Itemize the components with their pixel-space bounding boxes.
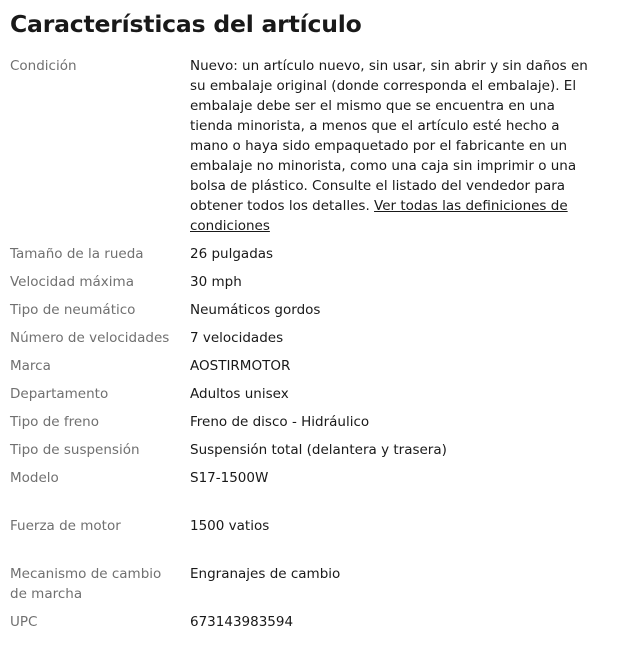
spec-value: AOSTIRMOTOR	[190, 358, 291, 374]
spec-value	[190, 56, 588, 236]
spec-value: 1500 vatios	[190, 518, 270, 534]
section-title: Características del artículo	[10, 10, 362, 38]
spec-value: Adultos unisex	[190, 386, 289, 402]
spec-label: Tamaño de la rueda	[10, 246, 144, 262]
spec-label: Departamento	[10, 386, 109, 402]
spec-value: 30 mph	[190, 274, 242, 290]
spec-label: Tipo de neumático	[10, 302, 136, 318]
spec-label: Tipo de suspensión	[10, 442, 140, 458]
spec-label: Fuerza de motor	[10, 518, 121, 534]
spec-value: Engranajes de cambio	[190, 566, 341, 582]
spec-label: Tipo de freno	[10, 414, 99, 430]
spec-label: Modelo	[10, 470, 59, 486]
spec-value: Freno de disco - Hidráulico	[190, 414, 370, 430]
condition-description: Nuevo: un artículo nuevo, sin usar, sin abrir y sin daños en su embalaje original (donde corresponda el embalaje). El embalaje debe ser el mismo que se encuentra en una tienda minorista, a menos que el artículo esté hecho a mano o haya sido empaquetado por el fabricante en un embalaje no minorista, como una caja sin imprimir o una bolsa de plástico. Consulte el listado del vendedor para obtener todos los detalles.	[190, 58, 588, 214]
spec-label: Marca	[10, 358, 51, 374]
spec-label: Mecanismo de cambio de marcha	[10, 566, 162, 602]
spec-value: 7 velocidades	[190, 330, 284, 346]
spec-value: Neumáticos gordos	[190, 302, 321, 318]
spec-label: Velocidad máxima	[10, 274, 134, 290]
spec-label: Condición	[10, 58, 77, 74]
spec-value: Suspensión total (delantera y trasera)	[190, 442, 447, 458]
spec-label: UPC	[10, 614, 38, 630]
spec-label: Número de velocidades	[10, 330, 170, 346]
spec-value: 673143983594	[190, 614, 294, 630]
spec-value: 26 pulgadas	[190, 246, 274, 262]
spec-value: S17-1500W	[190, 470, 269, 486]
condition-definitions-link[interactable]: Ver todas las definiciones de condiciones	[190, 198, 568, 234]
